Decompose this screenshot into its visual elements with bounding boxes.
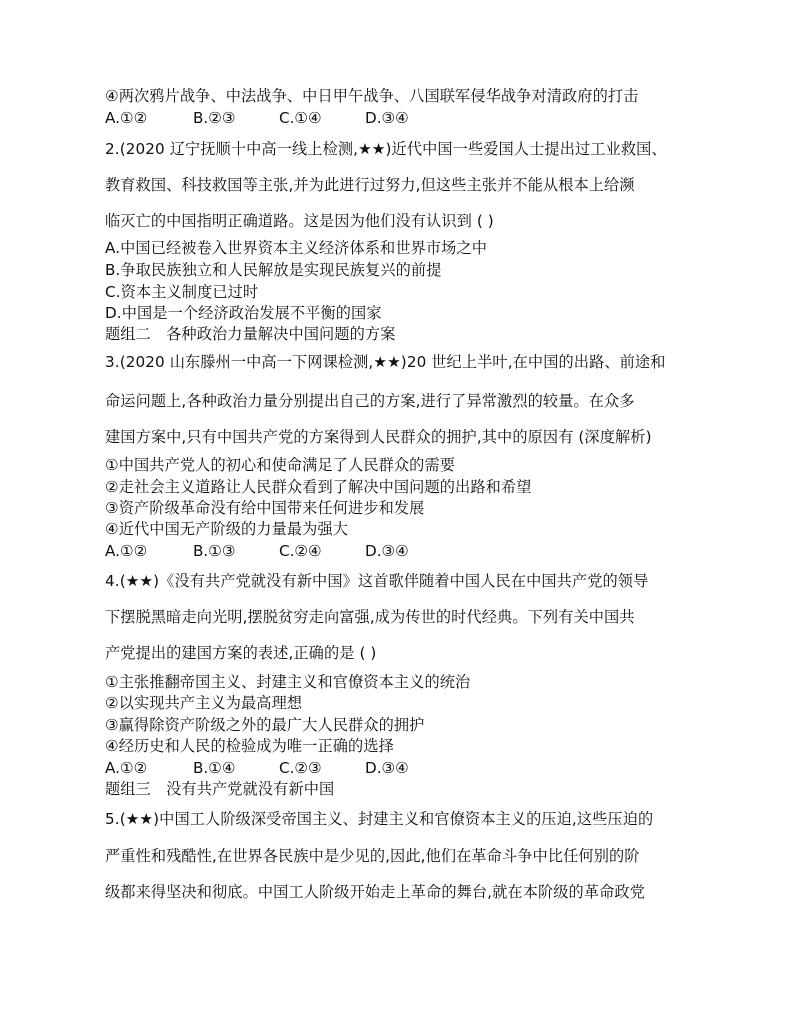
options-q4 <box>105 757 435 779</box>
option-b: B.①④ <box>193 759 236 777</box>
question-3-line: 3.(2020 山东滕州一中高一下网课检测,★★)20 世纪上半叶,在中国的出路、前途和 <box>105 353 666 371</box>
text-line: 教育救国、科技救国等主张,并为此进行过努力,但这些主张并不能从根本上给濒 <box>105 176 635 194</box>
option-line: C.资本主义制度已过时 <box>105 283 259 301</box>
statement-line: ③资产阶级革命没有给中国带来任何进步和发展 <box>105 499 425 517</box>
option-line: A.中国已经被卷入世界资本主义经济体系和世界市场之中 <box>105 239 488 257</box>
statement-line: ④近代中国无产阶级的力量最为强大 <box>105 520 349 538</box>
option-c: C.②③ <box>279 759 322 777</box>
section-heading: 题组二 各种政治力量解决中国问题的方案 <box>105 325 396 343</box>
statement-line: ①中国共产党人的初心和使命满足了人民群众的需要 <box>105 456 456 474</box>
option-d: D.③④ <box>365 759 409 777</box>
text-line: 建国方案中,只有中国共产党的方案得到人民群众的拥护,其中的原因有 (深度解析) <box>105 428 652 446</box>
question-2-line: 2.(2020 辽宁抚顺十中高一线上检测,★★)近代中国一些爱国人士提出过工业救国、 <box>105 140 667 158</box>
text-line: 级都来得坚决和彻底。中国工人阶级开始走上革命的舞台,就在本阶级的革命政党 <box>105 883 645 901</box>
statement-line: ①主张推翻帝国主义、封建主义和官僚资本主义的统治 <box>105 673 471 691</box>
option-line: D.中国是一个经济政治发展不平衡的国家 <box>105 304 382 322</box>
question-5-line: 5.(★★)中国工人阶级深受帝国主义、封建主义和官僚资本主义的压迫,这些压迫的 <box>105 810 654 828</box>
options-q1 <box>105 107 435 129</box>
option-b: B.②③ <box>193 109 236 127</box>
text-line: 严重性和残酷性,在世界各民族中是少见的,因此,他们在革命斗争中比任何别的阶 <box>105 847 640 865</box>
option-c: C.①④ <box>279 109 322 127</box>
text-line: 下摆脱黑暗走向光明,摆脱贫穷走向富强,成为传世的时代经典。下列有关中国共 <box>105 608 635 626</box>
statement-line: ②以实现共产主义为最高理想 <box>105 694 303 712</box>
text-line: 临灭亡的中国指明正确道路。这是因为他们没有认识到 ( ) <box>105 212 494 230</box>
option-a: A.①② <box>105 759 148 777</box>
option-b: B.①③ <box>193 542 236 560</box>
statement-line: ③赢得除资产阶级之外的最广大人民群众的拥护 <box>105 716 425 734</box>
options-q3 <box>105 540 435 562</box>
option-c: C.②④ <box>279 542 322 560</box>
option-a: A.①② <box>105 109 148 127</box>
option-d: D.③④ <box>365 542 409 560</box>
option-d: D.③④ <box>365 109 409 127</box>
option-a: A.①② <box>105 542 148 560</box>
text-line: ④两次鸦片战争、中法战争、中日甲午战争、八国联军侵华战争对清政府的打击 <box>105 87 639 105</box>
text-line: 命运问题上,各种政治力量分别提出自己的方案,进行了异常激烈的较量。在众多 <box>105 392 635 410</box>
statement-line: ④经历史和人民的检验成为唯一正确的选择 <box>105 737 394 755</box>
question-4-line: 4.(★★)《没有共产党就没有新中国》这首歌伴随着中国人民在中国共产党的领导 <box>105 572 649 590</box>
option-line: B.争取民族独立和人民解放是实现民族复兴的前提 <box>105 261 442 279</box>
statement-line: ②走社会主义道路让人民群众看到了解决中国问题的出路和希望 <box>105 478 532 496</box>
text-line: 产党提出的建国方案的表述,正确的是 ( ) <box>105 644 377 662</box>
section-heading: 题组三 没有共产党就没有新中国 <box>105 780 335 798</box>
